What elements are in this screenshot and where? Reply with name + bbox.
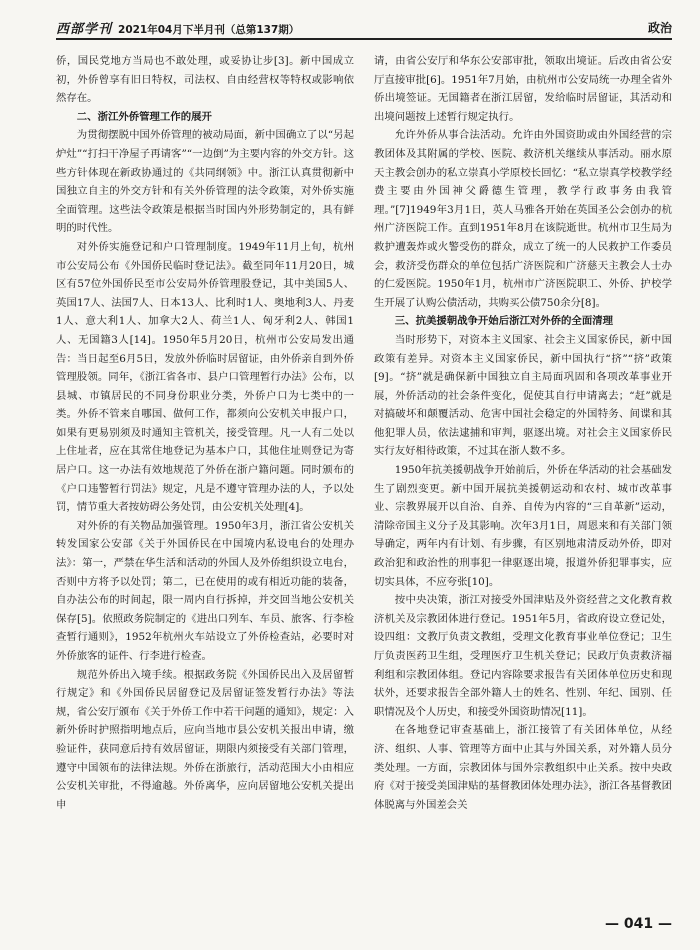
paragraph: 规范外侨出入境手续。根据政务院《外国侨民出入及居留暂行规定》和《外国侨民居留登记及居留证签发暂行办法》等法规，省公安厅颁布《关于外侨工作中若干问题的通知》，规定：入新外侨时护照指明地点后，应向当地市县公安机关报出申请，缴验证件，获同意后持有效居留证，期限内须接受有关部门管理，遵守中国领布的法律法规。外侨在浙旅行，活动范围大小由相应公安机关审批，不得逾越。外侨离华，应向居留地公安机关提出申	[56, 668, 354, 811]
paragraph: 1950年抗美援朝战争开始前后，外侨在华活动的社会基础发生了剧烈变更。新中国开展抗美援朝运动和农村、城市改革事业、宗教界展开以自治、自养、自传为内容的“三自革新”运动，清除帝国主义分子及其影响。次年3月1日，周恩来和有关部门领导确定，两年内有计划、有步骤，有区别地肃清反动外侨，即对政治犯和政治性的刑事犯一律驱逐出境，报道外侨犯罪事实，应切实具体，不应夸张[10]。	[374, 464, 672, 588]
paragraph: 对外侨的有关物品加强管理。1950年3月，浙江省公安机关转发国家公安部《关于外国侨民在中国境内私设电台的处理办法》：第一，严禁在华生活和活动的外国人及外侨组织设立电台，否则中方将予以处罚；第二，已在使用的或有相近功能的装备，自办法公布的时间起，限一周内自行拆掉，并交回当地公安机关保存[5]。依照政务院制定的《进出口列车、车员、旅客、行李检查暂行通则》，1952年杭州火车站设立了外侨检查站，必要时对外侨旅客的证件、行李进行检查。	[56, 519, 354, 662]
paragraph: 侨，国民党地方当局也不敢处理，或妥协让步[3]。新中国成立初，外侨曾享有旧日特权，司法权、自由经营权等特权或影响依然存在。	[56, 55, 354, 105]
page-number: — 041 —	[605, 916, 672, 932]
article-body	[56, 52, 672, 898]
section-heading: 二、浙江外侨管理工作的展开	[76, 110, 212, 123]
paragraph: 当时形势下，对资本主义国家、社会主义国家侨民，新中国政策有差异。对资本主义国家侨民，新中国执行“挤”“挤”政策[9]。“挤”就是确保新中国独立自主局面巩固和各项改革事业开展，外侨活动的社会条件变化，促使其自行申请离去；“赶”就是对搞破坏和颠覆活动、危害中国社会稳定的外国特务、间谍和其他犯罪人员，依法逮捕和审判，驱逐出境。对社会主义国家侨民实行友好相待政策，不过其在浙人数不多。	[374, 333, 672, 458]
running-header	[56, 16, 672, 40]
section-label: 政治	[647, 20, 672, 35]
right-column	[374, 52, 672, 898]
paragraph: 为贯彻摆脱中国外侨管理的被动局面，新中国确立了以“另起炉灶”“打扫干净屋子再请客”“一边倒”为主要内容的外交方针。这些方针体现在新政协通过的《共同纲领》中。浙江认真贯彻新中国独立自主的外交方针和有关外侨管理的法令政策，对外侨实施全面管理。这些法令政策是根据当时国内外形势制定的，具有鲜明的时代性。	[56, 129, 354, 235]
paragraph: 在各地登记审查基础上，浙江接管了有关团体单位，从经济、组织、人事、管理等方面中止其与外国关系，对外籍人员分类处理。一方面，宗教团体与国外宗教组织中止关系。按中央政府《对于接受美国津贴的基督教团体处理办法》，浙江各基督教团体脱离与外国差会关	[374, 724, 672, 811]
issue-info: 2021年04月下半月刊（总第137期）	[118, 23, 300, 36]
paragraph: 对外侨实施登记和户口管理制度。1949年11月上旬，杭州市公安局公布《外国侨民临时登记法》。截至同年11月20日，城区有57位外国侨民至市公安局外侨管理股登记，其中美国5人、英国17人、法国7人、日本13人、比利时1人、奥地利3人、丹麦1人、意大利1人、加拿大2人、荷兰1人、匈牙利2人、韩国1人、无国籍3人[14]。1950年5月20日，杭州市公安局发出通告：当日起至6月5日，发放外侨临时居留证，由外侨亲自到外侨管理股领。同年，《浙江省各市、县户口管理暂行办法》公布，以县城、市镇居民的不同身份职业分类，外侨户口为七类中的一类。外侨不管来自哪国、做何工作，都须向公安机关申报户口，如果有更易别须及时通知主管机关，接受管理。凡一人有二处以上住址者，应在其常住地登记为基本户口，其他住址则登记为寄居户口。这一办法有效地规范了外侨在浙户籍问题。同时颁布的《户口违警暂行罚法》规定，凡是不遵守管理办法的人，予以处罚，情节重大者按妨碍公务处罚，由公安机关处理[4]。	[56, 240, 354, 514]
header-left	[56, 18, 299, 37]
left-column	[56, 52, 354, 898]
paragraph: 请，由省公安厅和华东公安部审批，领取出境证。后改由省公安厅直接审批[6]。1951年7月始，由杭州市公安局统一办理全省外侨出境签证。无国籍者在浙江居留，发给临时居留证，其活动和出境问题按上述暂行规定执行。	[374, 55, 672, 123]
paragraph: 允许外侨从事合法活动。允许由外国资助或由外国经营的宗教团体及其附属的学校、医院、救济机关继续从事活动。丽水原天主教会创办的私立崇真小学原校长回忆：“私立崇真学校教学经费主要由外国神父爵德生管理，教学行政事务由我管理。”[7]1949年3月1日，英人马雅各开始在英国圣公会创办的杭州广济医院工作。直到1951年8月在该院逝世。杭州市卫生局为救护遭轰炸或火警受伤的群众，成立了统一的人民救护工作委员会，救济受伤群众的单位包括广济医院和广济慈天主教会人士办的仁爱医院。1950年1月，杭州市广济医院职工、外侨、护校学生开展了认购公债活动，共购买公债750余分[8]。	[374, 129, 672, 309]
journal-name: 西部学刊	[56, 21, 113, 37]
section-heading: 三、抗美援朝战争开始后浙江对外侨的全面清理	[394, 315, 613, 328]
paragraph: 按中央决策，浙江对接受外国津贴及外资经营之文化教育救济机关及宗教团体进行登记。1951年5月，省政府设立登记处，设四组：文教厅负责文教组，受理文化教育事业单位登记；卫生厅负责医药卫生组，受理医疗卫生机关登记；民政厅负责救济福利组和宗教团体组。登记内容除要求报告有关团体单位历史和现状外，还要求报告全部外籍人士的姓名、性别、年纪、国别、任职情况及个人历史，和接受外国资助情况[11]。	[374, 594, 672, 718]
